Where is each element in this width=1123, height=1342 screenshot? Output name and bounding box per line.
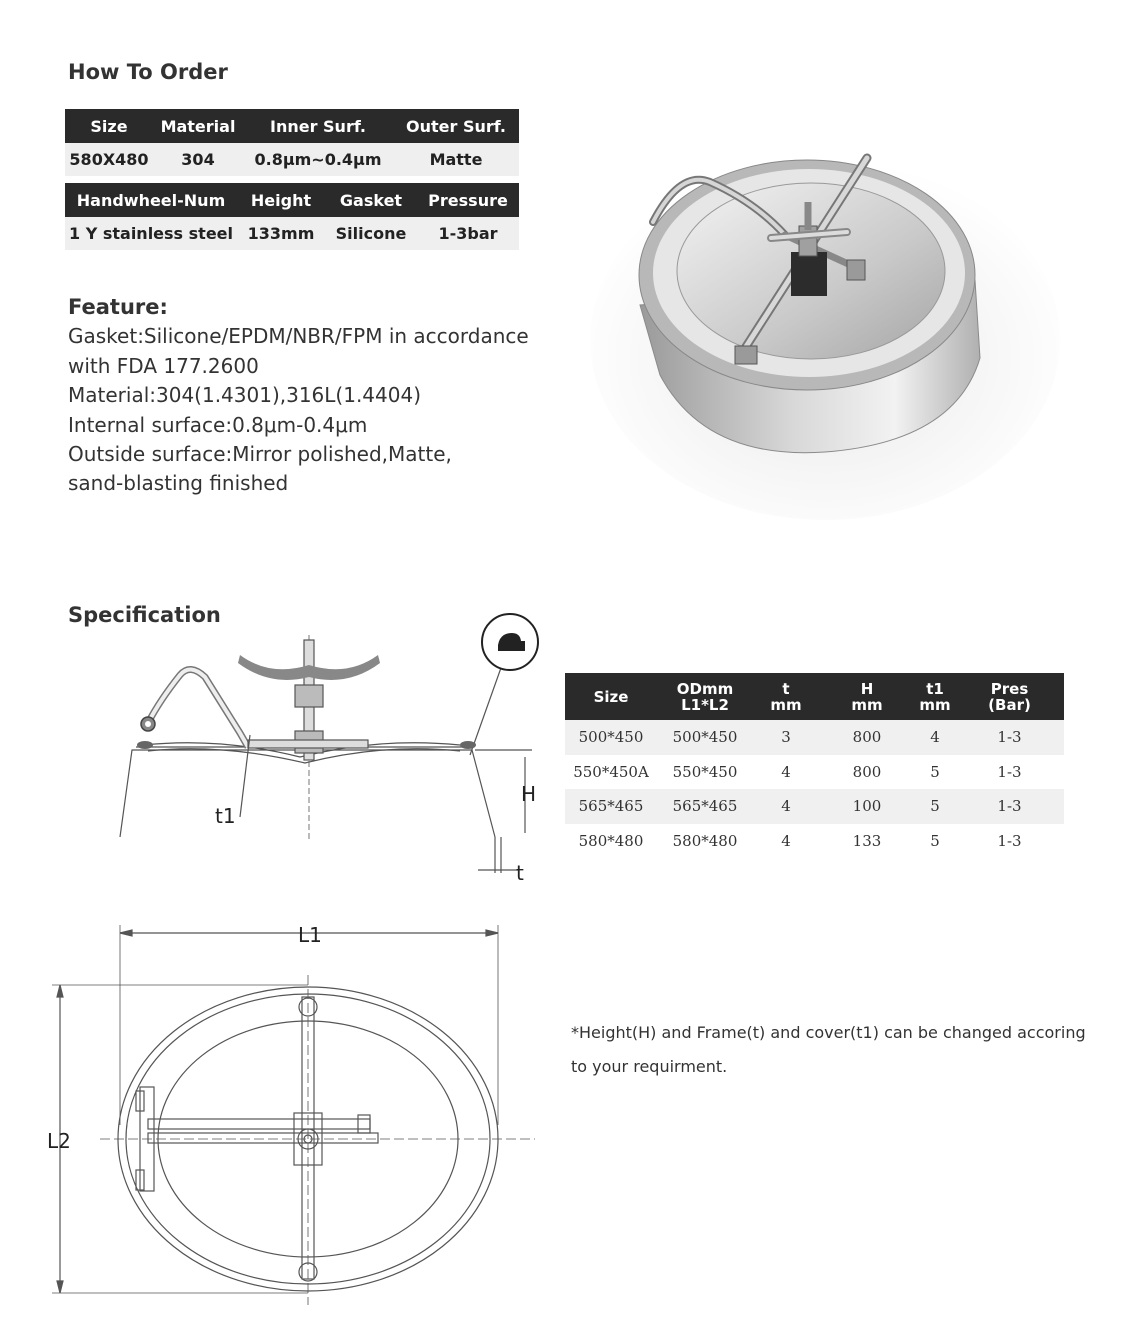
header-inner-surf: Inner Surf. xyxy=(243,109,393,143)
cell-gasket: Silicone xyxy=(325,217,417,250)
label-H: H xyxy=(521,782,537,806)
cell-od: 565*465 xyxy=(657,789,753,824)
header-material: Material xyxy=(153,109,243,143)
header-handwheel-num: Handwheel-Num xyxy=(65,183,237,217)
order-table-1 xyxy=(65,109,519,176)
feature-line: Internal surface:0.8μm-0.4μm xyxy=(68,412,368,437)
cell-t1: 5 xyxy=(915,824,955,859)
header-gasket: Gasket xyxy=(325,183,417,217)
cell-H: 133 xyxy=(819,824,915,859)
cell-t1: 5 xyxy=(915,755,955,790)
cell-pressure: 1-3bar xyxy=(417,217,519,250)
cell-t1: 4 xyxy=(915,720,955,755)
label-t1: t1 xyxy=(215,804,236,828)
order-table-1-row xyxy=(65,143,519,176)
cell-inner-surf: 0.8μm~0.4μm xyxy=(243,143,393,176)
order-table-2-header xyxy=(65,183,519,217)
header-odmm: ODmm L1*L2 xyxy=(657,673,753,720)
cell-od: 550*450 xyxy=(657,755,753,790)
cell-handwheel-num: 1 Y stainless steel xyxy=(65,217,237,250)
order-table-1-header xyxy=(65,109,519,143)
note-line: *Height(H) and Frame(t) and cover(t1) can be changed accoring xyxy=(571,1023,1086,1042)
table-row xyxy=(565,824,1064,859)
manway-product-photo xyxy=(585,140,1065,530)
cell-t: 4 xyxy=(753,755,819,790)
cell-t: 4 xyxy=(753,824,819,859)
cell-H: 800 xyxy=(819,720,915,755)
header-pressure: Pressure xyxy=(417,183,519,217)
side-view-drawing xyxy=(100,605,550,890)
feature-line: Outside surface:Mirror polished,Matte, xyxy=(68,442,452,467)
table-row xyxy=(565,720,1064,755)
cell-pres: 1-3 xyxy=(955,824,1064,859)
cell-H: 100 xyxy=(819,789,915,824)
feature-line: with FDA 177.2600 xyxy=(68,353,259,378)
cell-size: 500*450 xyxy=(565,720,657,755)
cell-od: 500*450 xyxy=(657,720,753,755)
label-t: t xyxy=(516,861,524,885)
label-L2: L2 xyxy=(47,1129,71,1153)
specification-title: Specification xyxy=(68,603,221,627)
spec-table-header xyxy=(565,673,1064,720)
cell-t: 3 xyxy=(753,720,819,755)
cell-size: 580X480 xyxy=(65,143,153,176)
header-t1: t1 mm xyxy=(915,673,955,720)
cell-size: 580*480 xyxy=(565,824,657,859)
header-height: Height xyxy=(237,183,325,217)
cell-od: 580*480 xyxy=(657,824,753,859)
header-outer-surf: Outer Surf. xyxy=(393,109,519,143)
note-line: to your requirment. xyxy=(571,1057,728,1076)
header-t: t mm xyxy=(753,673,819,720)
top-view-drawing xyxy=(40,915,550,1315)
header-size: Size xyxy=(65,109,153,143)
cell-t1: 5 xyxy=(915,789,955,824)
specification-note xyxy=(571,1016,1091,1084)
order-table-2 xyxy=(65,183,519,250)
cell-pres: 1-3 xyxy=(955,755,1064,790)
cell-height: 133mm xyxy=(237,217,325,250)
feature-line: sand-blasting finished xyxy=(68,471,289,496)
header-H: H mm xyxy=(819,673,915,720)
cell-material: 304 xyxy=(153,143,243,176)
cell-pres: 1-3 xyxy=(955,720,1064,755)
table-row xyxy=(565,789,1064,824)
cell-size: 550*450A xyxy=(565,755,657,790)
how-to-order-title: How To Order xyxy=(68,60,228,84)
cell-t: 4 xyxy=(753,789,819,824)
label-L1: L1 xyxy=(298,923,322,947)
feature-block xyxy=(68,293,548,499)
table-row xyxy=(565,755,1064,790)
header-size: Size xyxy=(565,673,657,720)
cell-outer-surf: Matte xyxy=(393,143,519,176)
feature-title: Feature: xyxy=(68,295,168,319)
cell-size: 565*465 xyxy=(565,789,657,824)
specification-table xyxy=(565,673,1064,858)
cell-H: 800 xyxy=(819,755,915,790)
cell-pres: 1-3 xyxy=(955,789,1064,824)
header-pres: Pres (Bar) xyxy=(955,673,1064,720)
feature-line: Material:304(1.4301),316L(1.4404) xyxy=(68,383,422,408)
order-table-2-row xyxy=(65,217,519,250)
feature-line: Gasket:Silicone/EPDM/NBR/FPM in accordance xyxy=(68,324,529,349)
